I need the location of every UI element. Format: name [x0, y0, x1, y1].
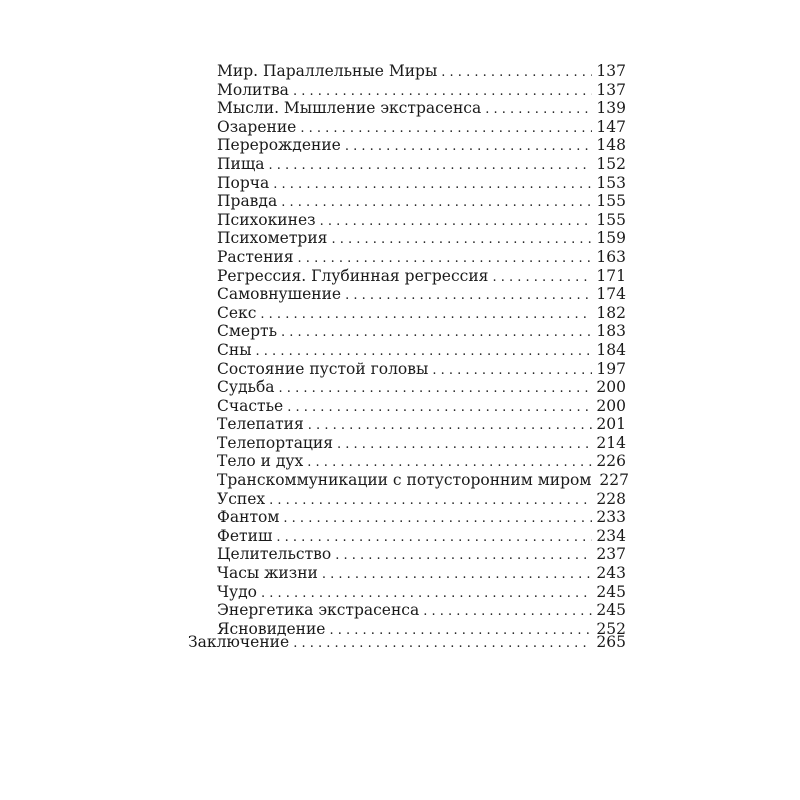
toc-row [217, 155, 626, 174]
toc-row [217, 601, 626, 620]
toc-entry-title: Самовнушение [217, 285, 342, 304]
toc-row [217, 81, 626, 100]
toc-entry-page-number: 183 [596, 322, 626, 341]
toc-entry-title: Регрессия. Глубинная регрессия [217, 266, 489, 285]
toc-row [217, 174, 626, 193]
toc-row [217, 508, 626, 527]
toc-entry-page-number: 200 [596, 396, 626, 415]
toc-row [217, 285, 626, 304]
toc-row [217, 322, 626, 341]
toc-entry-page-number: 197 [596, 359, 626, 378]
dot-leader [322, 566, 593, 585]
toc-entry-title: Сны [217, 340, 252, 359]
dot-leader [492, 269, 592, 288]
toc-entry-page-number: 155 [596, 192, 626, 211]
toc-entry-page-number: 243 [596, 564, 626, 583]
toc-row [217, 434, 626, 453]
toc-row [217, 267, 626, 286]
toc-entry-page-number: 171 [596, 266, 626, 285]
toc-entry-page-number: 148 [596, 136, 626, 155]
dot-leader [331, 231, 592, 250]
toc-entry-title: Секс [217, 303, 257, 322]
dot-leader [335, 547, 592, 566]
toc-entry-title: Счастье [217, 396, 284, 415]
toc-row [217, 304, 626, 323]
toc-entry-title: Порча [217, 173, 270, 192]
dot-leader [287, 399, 592, 418]
toc-entry-title: Чудо [217, 582, 257, 601]
toc-row [217, 397, 626, 416]
toc-row [217, 248, 626, 267]
dot-leader [281, 194, 592, 213]
toc-entry-page-number: 227 [599, 471, 629, 490]
toc-entry-page-number: 139 [596, 99, 626, 118]
toc-conclusion-entry [188, 633, 626, 652]
toc-row [217, 360, 626, 379]
dot-leader [283, 510, 592, 529]
toc-entry-page-number: 201 [596, 415, 626, 434]
toc-entry-page-number: 252 [596, 619, 626, 638]
toc-entry-page-number: 182 [596, 303, 626, 322]
toc-row [217, 490, 626, 509]
toc-entry-title: Фетиш [217, 526, 273, 545]
toc-row [217, 378, 626, 397]
toc-entry-page-number: 159 [596, 229, 626, 248]
toc-entry-title: Успех [217, 489, 266, 508]
toc-row [217, 211, 626, 230]
toc-entry-title: Молитва [217, 80, 289, 99]
toc-row [217, 564, 626, 583]
toc-entry-title: Фантом [217, 508, 280, 527]
toc-row [217, 192, 626, 211]
dot-leader [293, 635, 592, 654]
toc-entry-page-number: 155 [596, 210, 626, 229]
dot-leader [269, 157, 593, 176]
toc-row [188, 633, 626, 652]
toc-entry-page-number: 234 [596, 526, 626, 545]
toc-entry-title: Перерождение [217, 136, 341, 155]
toc-entry-page-number: 163 [596, 247, 626, 266]
toc-entry-page-number: 265 [596, 633, 626, 651]
toc-entry-title: Телепортация [217, 433, 334, 452]
dot-leader [345, 138, 593, 157]
dot-leader [337, 436, 592, 455]
toc-entry-title: Мысли. Мышление экстрасенса [217, 99, 482, 118]
toc-entry-title: Тело и дух [217, 452, 304, 471]
toc-entry-title: Психокинез [217, 210, 316, 229]
toc-entry-title: Часы жизни [217, 564, 318, 583]
dot-leader [281, 324, 592, 343]
dot-leader [273, 176, 592, 195]
toc-row [217, 471, 629, 490]
toc-row [217, 583, 626, 602]
toc-row [217, 415, 626, 434]
toc-entry-page-number: 184 [596, 340, 626, 359]
toc-entry-page-number: 152 [596, 154, 626, 173]
dot-leader [320, 213, 593, 232]
table-of-contents [217, 62, 629, 638]
toc-entry-title: Транскоммуникации с потусторонним миром [217, 471, 592, 490]
toc-row [217, 118, 626, 137]
dot-leader [485, 101, 592, 120]
toc-row [217, 452, 626, 471]
dot-leader [269, 492, 592, 511]
toc-entry-title: Правда [217, 192, 278, 211]
dot-leader [441, 64, 592, 83]
dot-leader [432, 362, 592, 381]
toc-entry-page-number: 174 [596, 285, 626, 304]
toc-row [217, 99, 626, 118]
toc-entry-page-number: 147 [596, 117, 626, 136]
toc-entry-title: Судьба [217, 378, 275, 397]
toc-entry-page-number: 237 [596, 545, 626, 564]
toc-entry-page-number: 245 [596, 601, 626, 620]
toc-entry-page-number: 233 [596, 508, 626, 527]
toc-entry-page-number: 137 [596, 80, 626, 99]
toc-entry-title: Психометрия [217, 229, 328, 248]
toc-entry-title: Мир. Параллельные Миры [217, 62, 438, 80]
toc-entry-page-number: 245 [596, 582, 626, 601]
dot-leader [260, 306, 592, 325]
toc-row [217, 229, 626, 248]
toc-entry-page-number: 137 [596, 62, 626, 80]
toc-entry-title: Смерть [217, 322, 278, 341]
toc-row [217, 341, 626, 360]
dot-leader [308, 417, 593, 436]
toc-entry-page-number: 214 [596, 433, 626, 452]
toc-entry-title: Энергетика экстрасенса [217, 601, 420, 620]
toc-row [217, 545, 626, 564]
toc-entry-page-number: 200 [596, 378, 626, 397]
toc-row [217, 62, 626, 81]
toc-row [217, 136, 626, 155]
toc-entry-title: Телепатия [217, 415, 304, 434]
toc-entry-title: Пища [217, 154, 265, 173]
toc-entry-page-number: 153 [596, 173, 626, 192]
toc-entry-title: Озарение [217, 117, 297, 136]
toc-entry-page-number: 226 [596, 452, 626, 471]
toc-entry-title: Ясновидение [217, 619, 326, 638]
toc-entry-title: Целительство [217, 545, 332, 564]
dot-leader [345, 287, 592, 306]
toc-entry-page-number: 228 [596, 489, 626, 508]
toc-entry-title: Состояние пустой головы [217, 359, 429, 378]
toc-entry-title: Растения [217, 247, 294, 266]
toc-row [217, 527, 626, 546]
dot-leader [423, 603, 592, 622]
dot-leader [279, 380, 593, 399]
toc-entry-title: Заключение [188, 633, 290, 651]
